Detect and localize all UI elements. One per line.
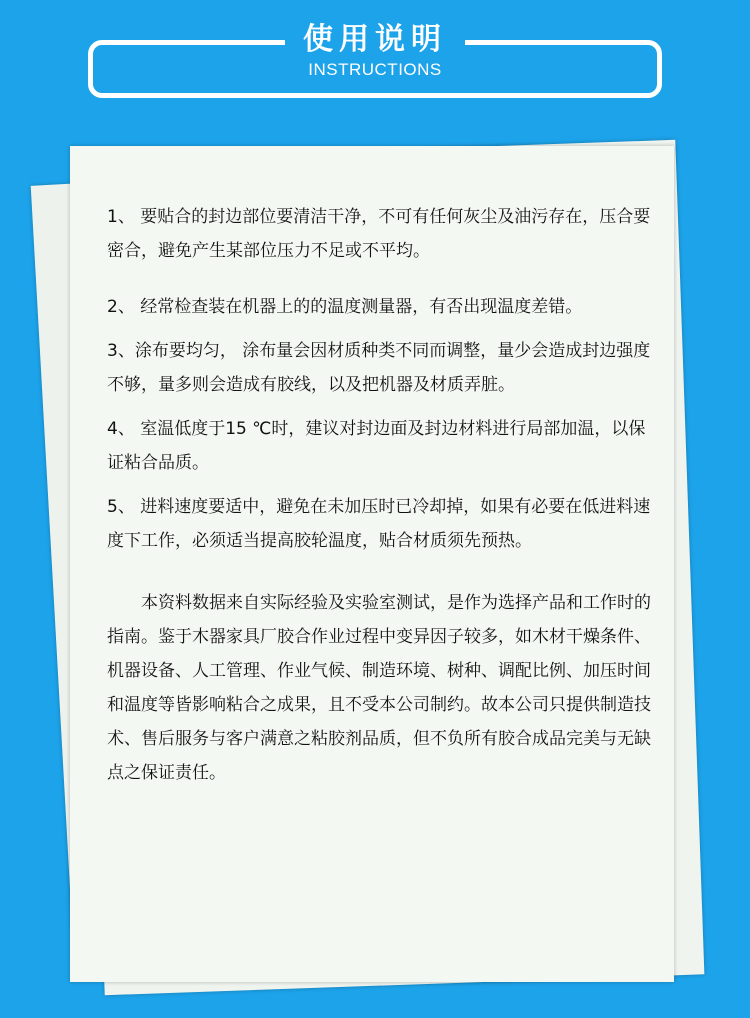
instruction-item-3: 3、涂布要均匀， 涂布量会因材质种类不同而调整，量少会造成封边强度不够，量多则会造成有胶线，以及把机器及材质弄脏。 — [107, 341, 651, 395]
header-title-box — [285, 12, 465, 82]
instructions-content — [107, 200, 652, 790]
instruction-item-4: 4、 室温低度于15 ℃时，建议对封边面及封边材料进行局部加温，以保证粘合品质。 — [107, 419, 646, 473]
instruction-item-1: 1、 要贴合的封边部位要清洁干净，不可有任何灰尘及油污存在，压合要密合，避免产生某部位压力不足或不平均。 — [107, 207, 651, 261]
instruction-item-5: 5、 进料速度要适中，避免在未加压时已冷却掉，如果有必要在低进料速度下工作，必须适当提高胶轮温度，贴合材质须先预热。 — [107, 497, 651, 551]
instruction-item-2: 2、 经常检查装在机器上的的温度测量器，有否出现温度差错。 — [107, 297, 583, 317]
disclaimer-note: 本资料数据来自实际经验及实验室测试，是作为选择产品和工作时的指南。鉴于木器家具厂胶合作业过程中变异因子较多，如木材干燥条件、机器设备、人工管理、作业气候、制造环境、树种、调配比例、加压时间和温度等皆影响粘合之成果，且不受本公司制约。故本公司只提供制造技术、售后服务与客户满意之粘胶剂品质，但不负所有胶合成品完美与无缺点之保证责任。 — [107, 593, 651, 783]
title-cn: 使用说明 — [303, 22, 447, 57]
title-en: INSTRUCTIONS — [308, 60, 442, 79]
